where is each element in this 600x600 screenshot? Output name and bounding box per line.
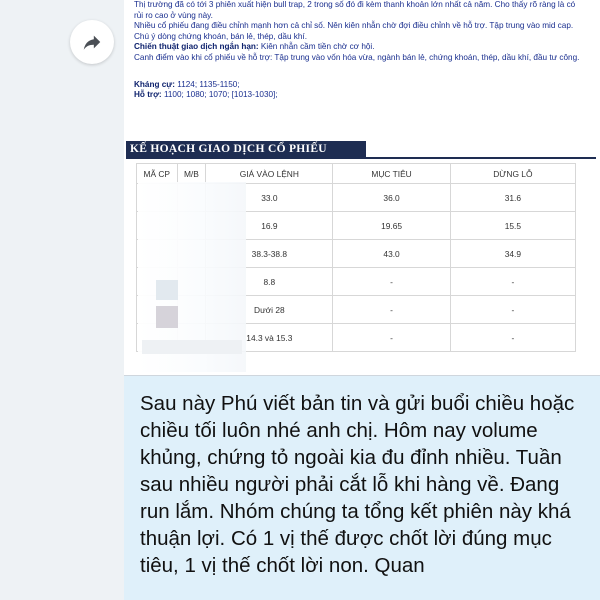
blur-patch	[156, 306, 178, 328]
share-button[interactable]	[70, 20, 114, 64]
resistance-label: Kháng cự:	[134, 79, 175, 89]
strategy-text: Kiên nhẫn cầm tiền chờ cơ hội.	[260, 42, 375, 52]
report-line: Nhiều cổ phiếu đang điều chỉnh mạnh hơn cả chỉ số. Nên kiên nhẫn chờ đợi điều chỉnh về hỗ trợ. Tập trung vào mid cap. Chú ý dòng chứng khoán, bán lẻ, thép, dầu khí.	[134, 21, 574, 41]
report-line: Thị trường đã có tới 3 phiên xuất hiện bull trap, 2 trong số đó đi kèm thanh khoản lớn nhất cả năm. Cho thấy rõ ràng là có rủi ro cao ở vùng này.	[134, 0, 576, 20]
target-cell: 36.0	[333, 184, 450, 212]
blur-patch	[156, 280, 178, 300]
support-value: 1100; 1080; 1070; [1013-1030];	[163, 90, 278, 100]
share-arrow-icon	[81, 31, 103, 53]
entry-cell: 8.8	[206, 268, 333, 296]
report-text	[134, 0, 584, 101]
resistance-value: 1124; 1135-1150;	[177, 79, 240, 89]
col-target: MỤC TIÊU	[333, 164, 450, 184]
stop-cell: 15.5	[450, 212, 575, 240]
message-caption	[124, 376, 600, 600]
target-cell: -	[333, 268, 450, 296]
attached-photo[interactable]	[124, 0, 600, 376]
entry-cell: 38.3-38.8	[206, 240, 333, 268]
caption-text: Sau này Phú viết bản tin và gửi buổi chiều hoặc chiều tối luôn nhé anh chị. Hôm nay volume khủng, chứng tỏ ngoài kia đu đỉnh nhiều. Tuần sau nhiều người phải cắt lỗ khi hàng về. Đang run lắm. Nhóm chúng ta tổng kết phiên này khá thuận lợi. Có 1 vị thế được chốt lời đúng mục tiêu, 1 vị thế chốt lời non. Quan	[140, 392, 575, 577]
support-line	[134, 90, 584, 101]
target-cell: -	[333, 324, 450, 352]
target-cell: 19.65	[333, 212, 450, 240]
plan-title: KẾ HOẠCH GIAO DỊCH CỔ PHIẾU	[126, 141, 366, 158]
col-ticker: MÃ CP	[137, 164, 178, 184]
strategy-note: Canh điểm vào khi cổ phiếu về hỗ trợ: Tập trung vào vốn hóa vừa, ngành bán lẻ, chứng khoán, thép, dầu khí, đầu tư công.	[134, 52, 580, 62]
stop-cell: -	[450, 324, 575, 352]
table-header-row	[137, 164, 576, 184]
strategy-line	[134, 42, 584, 53]
entry-cell: 33.0	[206, 184, 333, 212]
support-label: Hỗ trợ:	[134, 90, 162, 100]
stop-cell: -	[450, 268, 575, 296]
target-cell: 43.0	[333, 240, 450, 268]
target-cell: -	[333, 296, 450, 324]
message-bubble	[124, 0, 600, 600]
col-side: M/B	[177, 164, 206, 184]
entry-cell: Dưới 28	[206, 296, 333, 324]
blur-patch	[142, 340, 242, 354]
stop-cell: 31.6	[450, 184, 575, 212]
stop-cell: -	[450, 296, 575, 324]
entry-cell: 14.3 và 15.3	[206, 324, 333, 352]
stop-cell: 34.9	[450, 240, 575, 268]
entry-cell: 16.9	[206, 212, 333, 240]
resistance-line	[134, 80, 584, 91]
strategy-label: Chiến thuật giao dịch ngắn hạn:	[134, 42, 259, 52]
plan-divider	[126, 157, 596, 159]
col-entry: GIÁ VÀO LỆNH	[206, 164, 333, 184]
col-stop: DỪNG LỖ	[450, 164, 575, 184]
